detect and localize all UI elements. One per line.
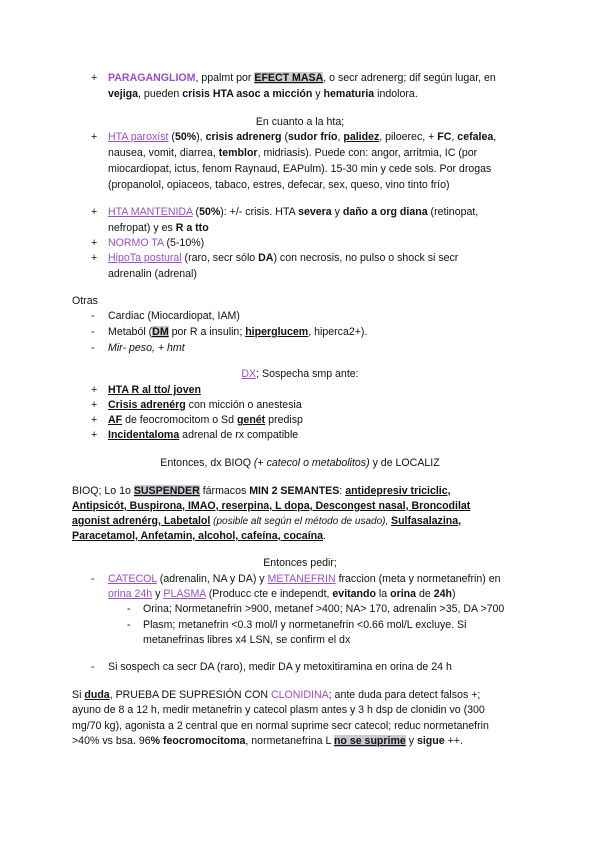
pedir-heading: Entonces pedir;: [263, 557, 337, 569]
hta-mantenida-line-2: nefropat) y es R a tto: [108, 222, 209, 234]
bioq-line-1: BIOQ; Lo 1o SUSPENDER fármacos MIN 2 SEMANTES: antidepresiv triciclic,: [72, 485, 451, 497]
plus-bullet: +: [91, 237, 98, 249]
pedir-item-2: Si sospech ca secr DA (raro), medir DA y metoxitiramina en orina de 24 h: [108, 661, 452, 673]
subitem-plasm-line-2: metanefrinas libres x4 LSN, se confirm el dx: [143, 634, 351, 646]
hta-heading: En cuanto a la hta;: [255, 116, 345, 128]
pedir-item-1-line-2: orina 24h y PLASMA (Producc cte e independt, evitando la orina de 24h): [108, 588, 456, 600]
dash-bullet: -: [91, 342, 95, 354]
plus-bullet: +: [91, 429, 98, 441]
clonidina-line-2: ayuno de 8 a 12 h, medir metanefrin y catecol plasm antes y 3 h dsp de clonidin vo (300: [72, 704, 485, 716]
plus-bullet: +: [91, 72, 98, 84]
plus-bullet: +: [91, 384, 98, 396]
plus-bullet: +: [91, 252, 98, 264]
dx-item-hta-r: HTA R al tto/ joven: [108, 384, 201, 396]
plus-bullet: +: [91, 414, 98, 426]
hipota-line-1: HipoTa postural (raro, secr sólo DA) con necrosis, no pulso o shock si secr: [108, 252, 459, 264]
dash-bullet: -: [127, 603, 131, 615]
dx-item-crisis: Crisis adrenérg con micción o anestesia: [108, 399, 302, 411]
clonidina-line-4: >40% vs bsa. 96% feocromocitoma, normetanefrina L no se suprime y sigue ++.: [72, 735, 463, 747]
dx-heading: DX; Sospecha smp ante:: [241, 368, 359, 380]
clonidina-line-3: mg/70 kg), agonista a 2 central que en normal suprime secr catecol; reduc normetanefrin: [72, 720, 489, 732]
subitem-orina: Orina; Normetanefrin >900, metanef >400; NA> 170, adrenalin >35, DA >700: [143, 603, 505, 615]
dash-bullet: -: [91, 661, 95, 673]
hta-paroxistica-line-4: (propanolol, opiaceos, tabaco, estres, defecar, sex, queso, vino tinto frío): [108, 179, 450, 191]
plus-bullet: +: [91, 206, 98, 218]
dash-bullet: -: [91, 326, 95, 338]
dx-item-incidentaloma: Incidentaloma adrenal de rx compatible: [108, 429, 299, 441]
hta-mantenida-line-1: HTA MANTENIDA (50%): +/- crisis. HTA severa y daño a org diana (retinopat,: [108, 206, 479, 218]
otras-item-metabolic: Metaból (DM por R a insulin; hiperglucem, hiperca2+).: [108, 326, 368, 338]
hipota-line-2: adrenalin (adrenal): [108, 268, 197, 280]
pedir-item-1-line-1: CATECOL (adrenalin, NA y DA) y METANEFRIN fraccion (meta y normetanefrin) en: [108, 573, 501, 585]
paraganglioma-line-1: PARAGANGLIOM, ppalmt por EFECT MASA, o secr adrenerg; dif según lugar, en: [108, 72, 496, 84]
dx-item-af: AF de feocromocitom o Sd genét predisp: [108, 414, 303, 426]
clonidina-line-1: Si duda, PRUEBA DE SUPRESIÓN CON CLONIDINA; ante duda para detect falsos +;: [72, 689, 481, 701]
entonces-heading: Entonces, dx BIOQ (+ catecol o metabolitos) y de LOCALIZ: [160, 457, 440, 469]
otras-item-cardiac: Cardiac (Miocardiopat, IAM): [108, 310, 240, 322]
bioq-line-2: Antipsicót, Buspirona, IMAO, reserpina, L dopa, Descongest nasal, Broncodilat: [72, 500, 471, 512]
bioq-line-3: agonist adrenérg, Labetalol (posible alt según el método de usado), Sulfasalazina,: [72, 515, 462, 527]
dash-bullet: -: [91, 573, 95, 585]
otras-heading: Otras: [72, 295, 98, 307]
dash-bullet: -: [91, 310, 95, 322]
paraganglioma-line-2: vejiga, pueden crisis HTA asoc a micción y hematuria indolora.: [108, 88, 418, 100]
plus-bullet: +: [91, 399, 98, 411]
hta-paroxistica-line-3: miocardiopat, ictus, fenom Raynaud, EAPulm). 15-30 min y cede sols. Por drogas: [108, 163, 492, 175]
subitem-plasm-line-1: Plasm; metanefrin <0.3 mol/l y normetanefrin <0.66 mol/L excluye. Si: [143, 619, 467, 631]
otras-item-mir: Mir- peso, + hmt: [108, 342, 185, 354]
dash-bullet: -: [127, 619, 131, 631]
hta-paroxistica-line-2: nausea, vomit, diarrea, temblor, midriasis). Puede con: angor, arritmia, IC (por: [108, 147, 478, 159]
bioq-line-4: Paracetamol, Anfetamin, alcohol, cafeína, cocaína.: [72, 530, 326, 542]
normo-ta-line: NORMO TA (5-10%): [108, 237, 205, 249]
plus-bullet: +: [91, 131, 98, 143]
hta-paroxistica-line-1: HTA paroxíst (50%), crisis adrenerg (sudor frío, palidez, piloerec, + FC, cefalea,: [108, 131, 497, 143]
